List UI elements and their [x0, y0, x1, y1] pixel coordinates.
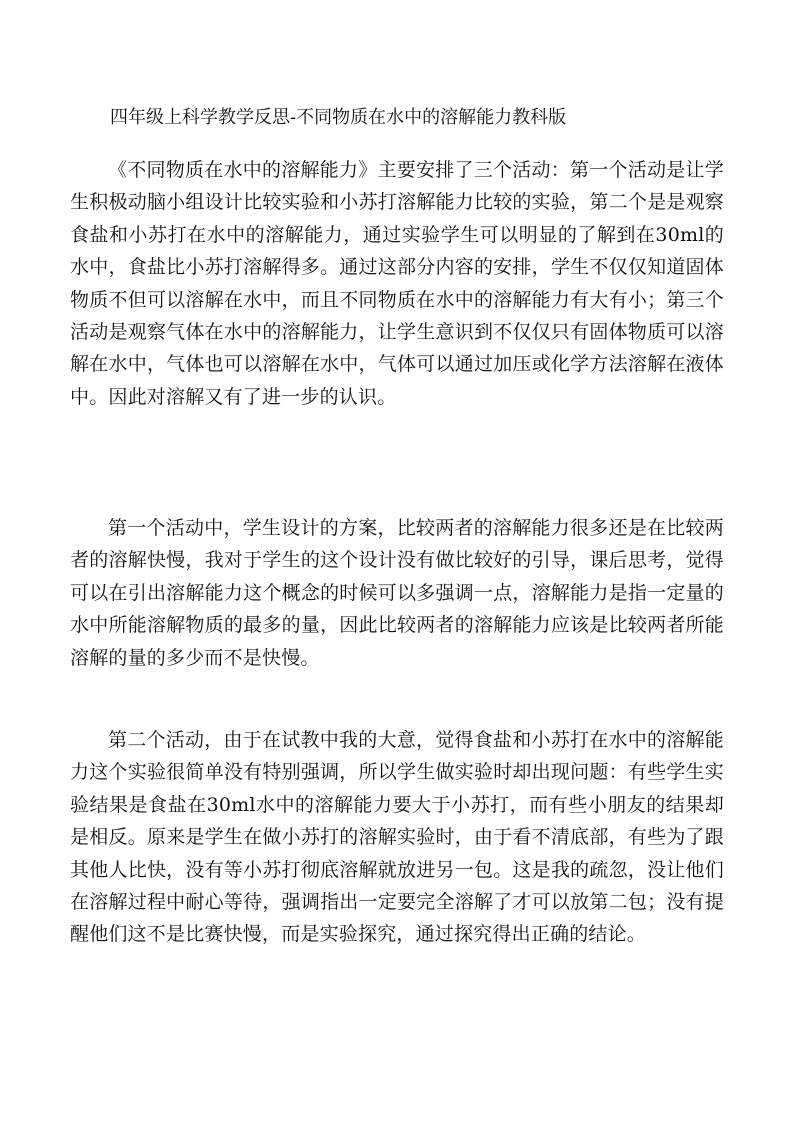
paragraph-2: 第一个活动中，学生设计的方案，比较两者的溶解能力很多还是在比较两者的溶解快慢，我对于学生的这个设计没有做比较好的引导，课后思考，觉得可以在引出溶解能力这个概念的时候可以多强调一点，溶解能力是指一定量的水中所能溶解物质的最多的量，因此比较两者的溶解能力应该是比较两者所能溶解的量的多少而不是快慢。 [70, 517, 724, 669]
document-title: 四年级上科学教学反思-不同物质在水中的溶解能力教科版 [110, 107, 567, 128]
paragraph-1: 《不同物质在水中的溶解能力》主要安排了三个活动：第一个活动是让学生积极动脑小组设计比较实验和小苏打溶解能力比较的实验，第二个是是观察食盐和小苏打在水中的溶解能力，通过实验学生可以明显的了解到在30ml的水中，食盐比小苏打溶解得多。通过这部分内容的安排，学生不仅仅知道固体物质不但可以溶解在水中，而且不同物质在水中的溶解能力有大有小；第三个活动是观察气体在水中的溶解能力，让学生意识到不仅仅只有固体物质可以溶解在水中，气体也可以溶解在水中，气体可以通过加压或化学方法溶解在液体中。因此对溶解又有了进一步的认识。 [70, 159, 724, 408]
paragraph-3: 第二个活动，由于在试教中我的大意，觉得食盐和小苏打在水中的溶解能力这个实验很简单没有特别强调，所以学生做实验时却出现问题：有些学生实验结果是食盐在30ml水中的溶解能力要大于小苏打，而有些小朋友的结果却是相反。原来是学生在做小苏打的溶解实验时，由于看不清底部，有些为了跟其他人比快，没有等小苏打彻底溶解就放进另一包。这是我的疏忽，没让他们在溶解过程中耐心等待，强调指出一定要完全溶解了才可以放第二包；没有提醒他们这不是比赛快慢，而是实验探究，通过探究得出正确的结论。 [70, 729, 724, 946]
